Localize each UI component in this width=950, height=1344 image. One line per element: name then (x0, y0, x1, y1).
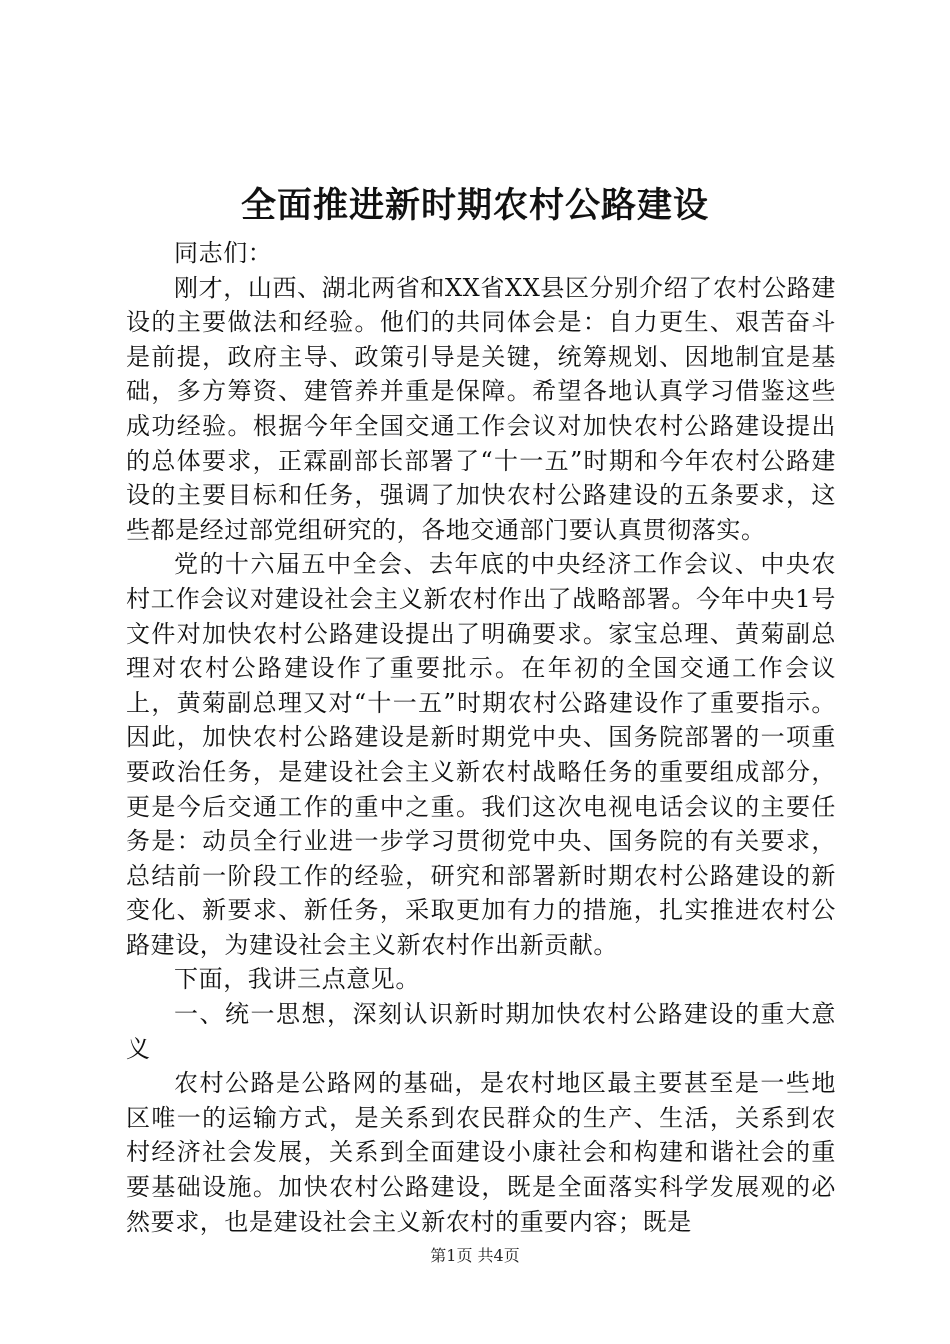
page-footer: 第1页 共4页 (430, 1246, 520, 1265)
section-heading: 一、统一思想，深刻认识新时期加快农村公路建设的重大意义 (126, 1000, 836, 1063)
body-paragraph: 刚才，山西、湖北两省和XX省XX县区分别介绍了农村公路建设的主要做法和经验。他们的共同体会是：自力更生、艰苦奋斗是前提，政府主导、政策引导是关键，统筹规划、因地制宜是基础，多方筹资、建管养并重是保障。希望各地认真学习借鉴这些成功经验。根据今年全国交通工作会议对加快农村公路建设提出的总体要求，正霖副部长部署了“十一五”时期和今年农村公路建设的主要目标和任务，强调了加快农村公路建设的五条要求，这些都是经过部党组研究的，各地交通部门要认真贯彻落实。 (126, 273, 836, 544)
body-paragraph: 农村公路是公路网的基础，是农村地区最主要甚至是一些地区唯一的运输方式，是关系到农民群众的生产、生活，关系到农村经济社会发展，关系到全面建设小康社会和构建和谐社会的重要基础设施。加快农村公路建设，既是全面落实科学发展观的必然要求，也是建设社会主义新农村的重要内容；既是 (126, 1069, 836, 1236)
document-title: 全面推进新时期农村公路建设 (240, 185, 709, 226)
body-paragraph: 党的十六届五中全会、去年底的中央经济工作会议、中央农村工作会议对建设社会主义新农村作出了战略部署。今年中央1号文件对加快农村公路建设提出了明确要求。家宝总理、黄菊副总理对农村公路建设作了重要批示。在年初的全国交通工作会议上，黄菊副总理又对“十一五”时期农村公路建设作了重要指示。因此，加快农村公路建设是新时期党中央、国务院部署的一项重要政治任务，是建设社会主义新农村战略任务的重要组成部分，更是今后交通工作的重中之重。我们这次电视电话会议的主要任务是：动员全行业进一步学习贯彻党中央、国务院的有关要求，总结前一阶段工作的经验，研究和部署新时期农村公路建设的新变化、新要求、新任务，采取更加有力的措施，扎实推进农村公路建设，为建设社会主义新农村作出新贡献。 (126, 550, 836, 959)
document-body (126, 236, 836, 1239)
body-paragraph: 下面，我讲三点意见。 (174, 965, 420, 994)
salutation-paragraph: 同志们： (174, 239, 273, 267)
